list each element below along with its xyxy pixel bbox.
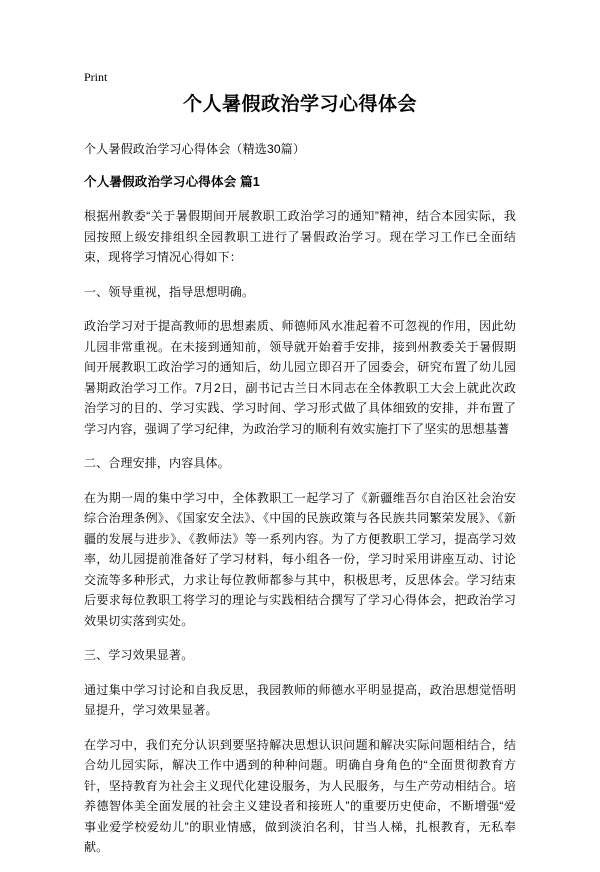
section-heading: 个人暑假政治学习心得体会 篇1	[84, 175, 260, 189]
paragraph: 在为期一周的集中学习中，全体教职工一起学习了《新疆维吾尔自治区社会治安综合治理条例》、《国家安全法》、《中国的民族政策与各民族共同繁荣发展》、《新疆的发展与进步》、《教师法》等一系列内容。为了方便教职工学习，提高学习效率，幼儿园提前准备好了学习材料，每小组各一份，学习时采用讲座互动、讨论交流等多种形式，力求让每位教师都参与其中，积极思考，反思体会。学习结束后要求每位教职工将学习的理论与实践相结合撰写了学习心得体会，把政治学习效果切实落到实处。	[84, 490, 516, 628]
paragraph-subheading: 二、合理安排，内容具体。	[84, 456, 230, 470]
paragraph-subheading: 三、学习效果显著。	[84, 648, 194, 662]
paragraph: 通过集中学习讨论和自我反思，我园教师的师德水平明显提高，政治思想觉悟明显提升，学习效果显著。	[84, 682, 516, 717]
document-body	[84, 92, 516, 872]
paragraph: 根据州教委“关于暑假期间开展教职工政治学习的通知”精神，结合本园实际，我园按照上级安排组织全园教职工进行了暑假政治学习。现在学习工作已全面结束，现将学习情况心得如下：	[84, 209, 516, 264]
paragraph: 政治学习对于提高教师的思想素质、师德师风水准起着不可忽视的作用，因此幼儿园非常重视。在未接到通知前，领导就开始着手安排，接到州教委关于暑假期间开展教职工政治学习的通知后，幼儿园立即召开了园委会，研究布置了幼儿园暑期政治学习工作。7月2日，副书记古兰日木同志在全体教职工大会上就此次政治学习的目的、学习实践、学习时间、学习形式做了具体细致的安排，并布置了学习内容，强调了学习纪律，为政治学习的顺利有效实施打下了坚实的思想基蓍	[84, 319, 516, 436]
page-title: 个人暑假政治学习心得体会	[182, 94, 417, 115]
paragraph: 在学习中，我们充分认识到要坚持解决思想认识问题和解决实际问题相结合，结合幼儿园实际，解决工作中遇到的种种问题。明确自身角色的“全面贯彻教育方针，坚持教育为社会主义现代化建设服务，为人民服务，与生产劳动相结合。培养德智体美全面发展的社会主义建设者和接班人”的重要历史使命，不断增强“爱事业爱学校爱幼儿”的职业情感，做到淡泊名利，甘当人梯，扎根教育，无私奉献。	[84, 737, 516, 854]
document-subtitle: 个人暑假政治学习心得体会（精选30篇）	[84, 142, 306, 156]
print-button[interactable]: Print	[84, 70, 108, 84]
paragraph-subheading: 一、领导重视，指导思想明确。	[84, 284, 255, 299]
